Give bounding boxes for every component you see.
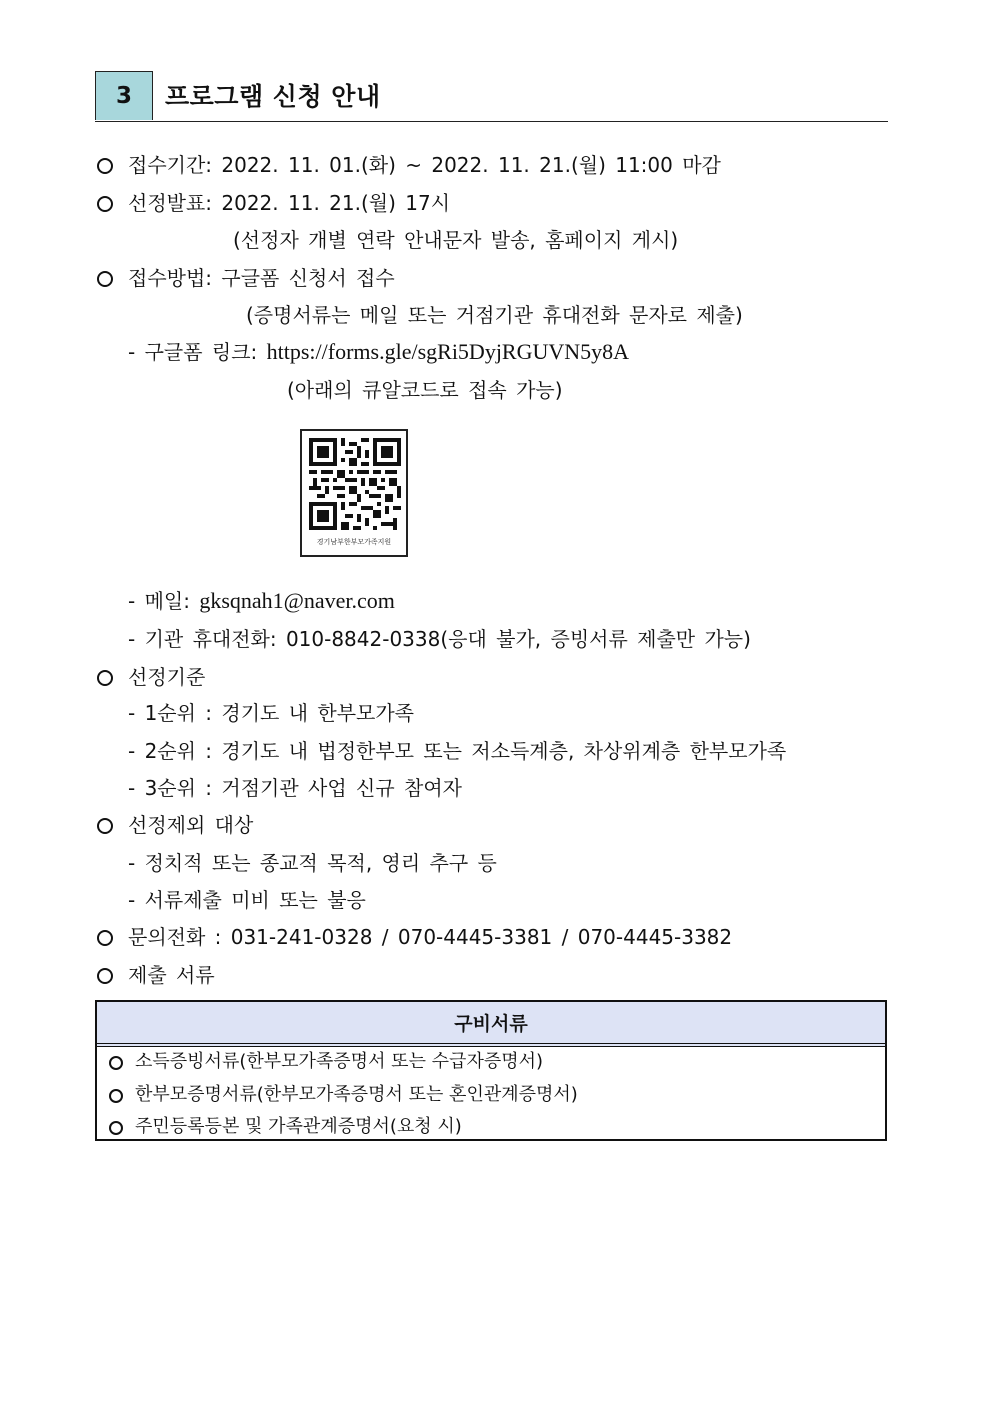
criteria-title: 선정기준 [128,665,206,689]
section-title: 프로그램 신청 안내 [165,82,381,111]
doc-label: 한부모증명서류(한부모가족증명서 또는 혼인관계증명서) [135,1084,578,1105]
mail-value[interactable]: gksqnah1@naver.com [199,588,395,613]
announce-line: 선정발표: 2022. 11. 21.(월) 17시 [128,191,451,215]
table-row [97,1112,885,1144]
form-link-url[interactable]: https://forms.gle/sgRi5DyjRGUVN5y8A [266,339,630,364]
mail-line [128,588,395,614]
mail-label: - 메일: [128,589,200,613]
section-number: 3 [95,71,153,120]
circle-bullet-icon [97,271,113,287]
circle-bullet-icon [97,968,113,984]
period-line: 접수기간: 2022. 11. 01.(화) ~ 2022. 11. 21.(월) 11:00 마감 [128,153,721,177]
qr-note: (아래의 큐알코드로 접속 가능) [287,378,563,402]
table-row [97,1047,885,1079]
circle-bullet-icon [109,1089,123,1103]
docs-title: 제출 서류 [128,963,215,987]
exclusion-title: 선정제외 대상 [128,813,254,837]
method-note: (증명서류는 메일 또는 거점기관 휴대전화 문자로 제출) [246,303,743,327]
doc-label: 소득증빙서류(한부모가족증명서 또는 수급자증명서) [135,1051,544,1072]
circle-bullet-icon [97,930,113,946]
circle-bullet-icon [109,1056,123,1070]
exclusion-item: - 서류제출 미비 또는 불응 [128,888,366,912]
form-link-label: - 구글폼 링크: [128,340,267,364]
qr-code[interactable] [300,429,408,557]
doc-label: 주민등록등본 및 가족관계증명서(요청 시) [135,1116,462,1137]
qr-caption: 경기남부한부모가족지원 [316,538,392,546]
phone-line: - 기관 휴대전화: 010-8842-0338(응대 불가, 증빙서류 제출만 가능) [128,627,751,651]
form-link-line [128,339,629,365]
criteria-item: - 3순위 : 거점기관 사업 신규 참여자 [128,776,462,800]
circle-bullet-icon [109,1121,123,1135]
exclusion-item: - 정치적 또는 종교적 목적, 영리 추구 등 [128,851,497,875]
announce-note: (선정자 개별 연락 안내문자 발송, 홈페이지 게시) [233,228,679,252]
table-row [97,1080,885,1112]
table-header: 구비서류 [97,1002,885,1047]
circle-bullet-icon [97,196,113,212]
required-docs-table [95,1000,887,1141]
criteria-item: - 2순위 : 경기도 내 법정한부모 또는 저소득계층, 차상위계층 한부모가족 [128,739,787,763]
circle-bullet-icon [97,818,113,834]
circle-bullet-icon [97,158,113,174]
circle-bullet-icon [97,670,113,686]
method-line: 접수방법: 구글폼 신청서 접수 [128,266,395,290]
section-header [95,71,888,122]
contact-line: 문의전화 : 031-241-0328 / 070-4445-3381 / 070-4445-3382 [128,925,733,949]
criteria-item: - 1순위 : 경기도 내 한부모가족 [128,701,414,725]
qr-pattern-icon [309,437,401,531]
